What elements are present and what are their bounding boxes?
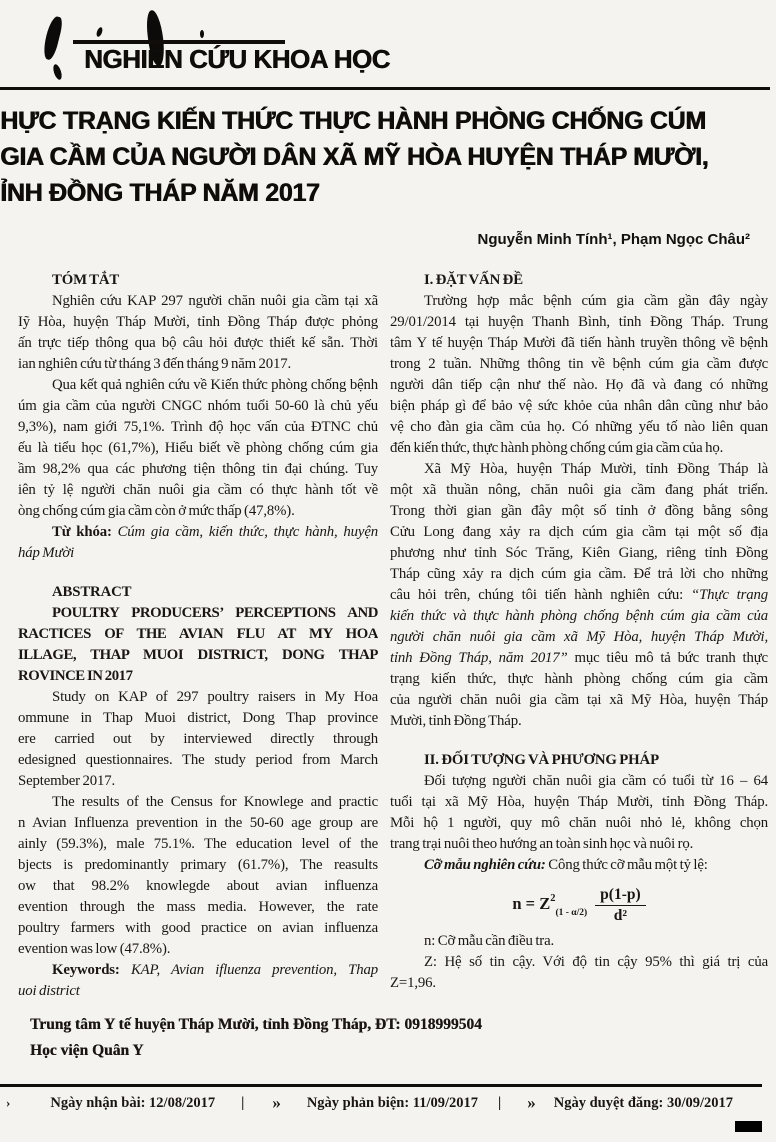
text-line [18, 834, 378, 855]
text-line [18, 396, 378, 417]
text-line [18, 582, 378, 603]
formula-numerator: p(1-p) [595, 886, 645, 906]
text-line [390, 711, 768, 732]
affiliation-1: Trung tâm Y tế huyện Tháp Mười, tỉnh Đồng Tháp, ĐT: 0918999504 [30, 1016, 482, 1033]
text-run: bjects is predominantly primary (61.7%), The reasults [18, 857, 378, 873]
methods-para-1 [390, 771, 768, 855]
keywords-vi [18, 522, 378, 564]
text-run: 9,3%), nam giới 75,1%. Trình độ học vấn của ĐTNC chủ [18, 419, 378, 435]
text-line [18, 897, 378, 918]
text-run: của người chăn nuôi gia cầm tại xã Mỹ Hòa, huyện Tháp [390, 692, 768, 708]
text-line [18, 333, 378, 354]
text-line [18, 543, 378, 564]
text-line [390, 627, 768, 648]
text-run: người dân tiếp cận như thế nào. Họ đã và đang có những [390, 377, 768, 393]
text-line [18, 291, 378, 312]
text-run: Z: Hệ số tin cậy. Với độ tin cậy 95% thì giá trị của [424, 953, 768, 970]
text-line [18, 855, 378, 876]
text-run: 29/01/2014 tại huyện Thanh Bình, tỉnh Đồng Tháp. Trung [390, 314, 768, 330]
text-line [390, 690, 768, 711]
text-line [18, 981, 378, 1002]
text-line [18, 480, 378, 501]
text-line [390, 585, 768, 606]
text-line [390, 354, 768, 375]
right-column [390, 270, 768, 1002]
text-run: Iỹ Hòa, huyện Tháp Mười, tỉnh Đồng Tháp được phỏng [18, 314, 378, 330]
text-run: Xã Mỹ Hòa, huyện Tháp Mười, tỉnh Đồng Tháp là [424, 461, 768, 477]
date-received: Ngày nhận bài: 12/08/2017 [50, 1094, 216, 1111]
text-line [18, 876, 378, 897]
text-run: một xã thuần nông, chăn nuôi gia cầm đang phát triển. [390, 482, 768, 498]
text-run: kiến thức và thực hành phòng chống bệnh cúm gia cầm của [390, 608, 768, 624]
text-line [18, 522, 378, 543]
text-line [390, 396, 768, 417]
text-run: trang trại nuôi theo hướng an toàn sinh học và nuôi rọ. [390, 836, 694, 852]
text-run: n: Cỡ mẫu cần điều tra. [424, 932, 555, 949]
text-run: Study on KAP of 297 poultry raisers in My Hoa [52, 689, 378, 705]
article-title-line: GIA CẦM CỦA NGƯỜI DÂN XÃ MỸ HÒA HUYỆN THÁP MƯỜI, [0, 143, 709, 171]
separator: | [241, 1094, 245, 1111]
keywords-en [18, 960, 378, 1002]
text-run: mục tiêu mô tả bức tranh thực [567, 650, 768, 666]
text-line [18, 645, 378, 666]
tom-tat-para-1 [18, 291, 378, 375]
footer-rule [0, 1084, 762, 1087]
chevron-right-icon: » [527, 1093, 536, 1112]
text-line [18, 687, 378, 708]
right-column-bottom [390, 931, 768, 994]
text-run: Nghiên cứu KAP 297 người chăn nuôi gia cầm tại xã [52, 293, 378, 309]
text-run: ầm 98,2% qua các phương tiện thông tin đại chúng. Tuy [18, 461, 378, 477]
text-line [18, 624, 378, 645]
intro-para-2 [390, 459, 768, 732]
author-affiliations [30, 1012, 482, 1064]
text-line [390, 312, 768, 333]
text-line [390, 834, 768, 855]
text-line [390, 543, 768, 564]
formula-n-equals: n = [512, 893, 540, 913]
text-line [390, 291, 768, 312]
tom-tat-para-2 [18, 375, 378, 522]
text-line [390, 459, 768, 480]
text-run: trong 2 tuần. Những thông tin về bệnh cúm gia cầm được [390, 356, 768, 372]
text-run: ere carried out by interviewed directly through [18, 731, 378, 747]
date-published: Ngày duyệt đăng: 30/09/2017 [553, 1094, 734, 1111]
tom-tat-heading [18, 270, 378, 291]
text-line [18, 708, 378, 729]
text-run: KAP, Avian ifluenza prevention, Thap [130, 962, 378, 978]
text-line [390, 333, 768, 354]
text-line [18, 438, 378, 459]
text-run: người chăn nuôi gia cầm xã Mỹ Hòa, huyện Tháp Mười, [390, 629, 768, 645]
text-run: tâm Y tế huyện Tháp Mười đã tiến hành truyền thông về bệnh [390, 335, 768, 351]
text-run: Z=1,96. [390, 974, 436, 991]
sample-size-lead [390, 855, 768, 876]
text-line [18, 771, 378, 792]
text-run: Cúm gia cầm, kiến thức, thực hành, huyện [117, 524, 378, 540]
text-line [18, 375, 378, 396]
text-run: Đối tượng người chăn nuôi gia cầm có tuổi từ 16 – 64 [424, 773, 768, 789]
text-run: I. ĐẶT VẤN ĐỀ [424, 272, 523, 288]
text-line [390, 813, 768, 834]
text-line [18, 459, 378, 480]
text-run: evention was low (47.8%). [18, 941, 171, 957]
text-run: ILLAGE, THAP MUOI DISTRICT, DONG THAP [18, 647, 378, 663]
formula-denominator: d² [613, 906, 628, 924]
edge-mark: › [6, 1095, 11, 1110]
formula-fraction [595, 886, 645, 925]
text-run: tuổi tại xã Mỹ Hòa, huyện Tháp Mười, tỉnh Đồng Tháp. [390, 794, 768, 810]
text-line [390, 973, 768, 994]
right-column-top [390, 270, 768, 876]
section-1-heading [390, 270, 768, 291]
text-run: phương như tỉnh Sóc Trăng, Kiên Giang, riêng tỉnh Đồng [390, 545, 768, 561]
text-line [18, 960, 378, 981]
section-2-heading [390, 750, 768, 771]
left-column [18, 270, 378, 1002]
text-run: POULTRY PRODUCERS’ PERCEPTIONS AND [52, 605, 378, 621]
abstract-heading [18, 582, 378, 603]
text-line [390, 438, 768, 459]
text-line [390, 648, 768, 669]
text-line [390, 522, 768, 543]
text-run: ROVINCE IN 2017 [18, 668, 133, 684]
ink-smudge [95, 26, 103, 37]
text-line [18, 666, 378, 687]
text-run: evention through the mass media. However, the rate [18, 899, 378, 915]
text-run: iên tỷ lệ người chăn nuôi gia cầm có thực hành tốt về [18, 482, 378, 498]
text-run: Tháp cũng xảy ra dịch cúm gia cầm. Để trả lời cho những [390, 566, 768, 582]
text-run: September 2017. [18, 773, 116, 789]
text-run: Mỗi hộ 1 người, quy mô chăn nuôi nhỏ lẻ, không chọn [390, 815, 768, 831]
formula-note-z [390, 952, 768, 994]
text-line [390, 480, 768, 501]
two-column-body [18, 270, 768, 1002]
text-line [390, 669, 768, 690]
text-run: ommune in Thap Muoi district, Dong Thap province [18, 710, 378, 726]
text-line [18, 813, 378, 834]
chevron-right-icon: » [272, 1093, 281, 1112]
text-run: II. ĐỐI TƯỢNG VÀ PHƯƠNG PHÁP [424, 752, 659, 768]
text-run: Cửu Long đang xảy ra dịch cúm gia cầm tại một số địa [390, 524, 768, 540]
text-run: biện pháp gì để bảo vệ sức khỏe của nhân dân cũng như bảo [390, 398, 768, 414]
abstract-para-2 [18, 792, 378, 960]
article-title-line: ỈNH ĐỒNG THÁP NĂM 2017 [0, 179, 320, 207]
text-line [18, 750, 378, 771]
text-run: TÓM TẮT [52, 272, 120, 288]
separator: | [498, 1094, 502, 1111]
text-run: Cỡ mẫu nghiên cứu: [424, 857, 549, 873]
text-run: háp Mười [18, 545, 75, 561]
date-reviewed: Ngày phản biện: 11/09/2017 [306, 1094, 479, 1111]
text-line [18, 417, 378, 438]
text-run: úm gia cầm của người CNGC nhóm tuổi 50-60 là chủ yếu [18, 398, 378, 414]
text-line [390, 952, 768, 973]
text-run: Keywords: [52, 962, 131, 978]
text-run: đến kiến thức, thực hành phòng chống cúm gia cầm của họ. [390, 440, 724, 456]
ink-smudge [52, 63, 64, 80]
text-run: uoi district [18, 983, 80, 999]
text-line [390, 792, 768, 813]
text-run: Trường hợp mắc bệnh cúm gia cầm gần đây ngày [424, 293, 768, 309]
text-run: òng chống cúm gia cầm còn ở mức thấp (47,8%). [18, 503, 295, 519]
article-title-line: HỰC TRẠNG KIẾN THỨC THỰC HÀNH PHÒNG CHỐNG CÚM [0, 107, 706, 135]
text-run: trạng kiến thức, thực hành phòng chống cúm gia cầm [390, 671, 768, 687]
text-run: Công thức cỡ mẫu một tỷ lệ: [548, 857, 708, 873]
ink-smudge [41, 15, 64, 61]
text-line [390, 750, 768, 771]
text-run: ow that 98.2% knowlegde about avian influenza [18, 878, 378, 894]
abstract-para-1 [18, 687, 378, 792]
text-run: vệ cho đàn gia cầm của họ. Có những yếu tố nào liên quan [390, 419, 768, 435]
text-run: Trong thời gian gần đây một số tỉnh ở đồng bằng sông [390, 503, 768, 519]
text-line [18, 603, 378, 624]
text-line [18, 918, 378, 939]
formula-z: Z [539, 893, 551, 913]
text-line [18, 939, 378, 960]
text-line [390, 501, 768, 522]
text-run: tỉnh Đồng Tháp, năm 2017” [390, 650, 568, 666]
authors-line: Nguyễn Minh Tính¹, Phạm Ngọc Châu² [477, 231, 750, 248]
intro-para-1 [390, 291, 768, 459]
text-line [390, 931, 768, 952]
text-line [390, 771, 768, 792]
text-line [18, 501, 378, 522]
article-title [0, 103, 776, 211]
abstract-title [18, 603, 378, 687]
journal-section-header: NGHIÊN CỨU KHOA HỌC [84, 44, 390, 74]
text-run: Qua kết quả nghiên cứu về Kiến thức phòng chống bệnh [52, 377, 378, 393]
text-line [390, 375, 768, 396]
text-line [18, 729, 378, 750]
text-run: n Avian Influenza prevention in the 50-60 age group are [18, 815, 378, 831]
text-run: ian nghiên cứu từ tháng 3 đến tháng 9 năm 2017. [18, 356, 292, 372]
formula-subscript: (1 - α/2) [555, 907, 588, 918]
text-run: ABSTRACT [52, 584, 132, 600]
text-line [18, 270, 378, 291]
text-run: edesigned questionnaires. The study period from March [18, 752, 378, 768]
affiliation-2: Học viện Quân Y [30, 1042, 144, 1059]
text-run: The results of the Census for Knowlege and practic [52, 794, 378, 810]
end-of-article-mark [735, 1121, 762, 1132]
formula-lhs [512, 893, 587, 918]
header-rule-bottom [0, 87, 770, 90]
text-line [390, 606, 768, 627]
text-line [18, 312, 378, 333]
text-line [18, 792, 378, 813]
text-run: “Thực trạng [691, 587, 768, 603]
text-run: Mười, tỉnh Đồng Tháp. [390, 713, 522, 729]
text-run: ấn trực tiếp thông qua bộ câu hỏi được thiết kế sẵn. Thời [18, 335, 378, 351]
sample-size-formula [390, 886, 768, 925]
text-line [390, 564, 768, 585]
text-run: ainly (59.3%), male 75.1%. The education level of the [18, 836, 378, 852]
text-line [390, 855, 768, 876]
text-line [18, 354, 378, 375]
ink-smudge [200, 30, 204, 38]
text-line [390, 417, 768, 438]
text-line [390, 270, 768, 291]
text-run: Từ khóa: [52, 524, 118, 540]
text-run: câu hỏi trên, chúng tôi tiến hành nghiên cứu: [390, 587, 692, 603]
formula-note-n [390, 931, 768, 952]
formula-exponent: 2 [550, 892, 556, 904]
dates-bar [0, 1093, 776, 1113]
text-run: ếu là tiểu học (61,7%), Hiểu biết về phòng chống cúm gia [18, 440, 378, 456]
text-run: RACTICES OF THE AVIAN FLU AT MY HOA [18, 626, 378, 642]
text-run: poultry farmers with good practice on avian influenza [18, 920, 378, 936]
